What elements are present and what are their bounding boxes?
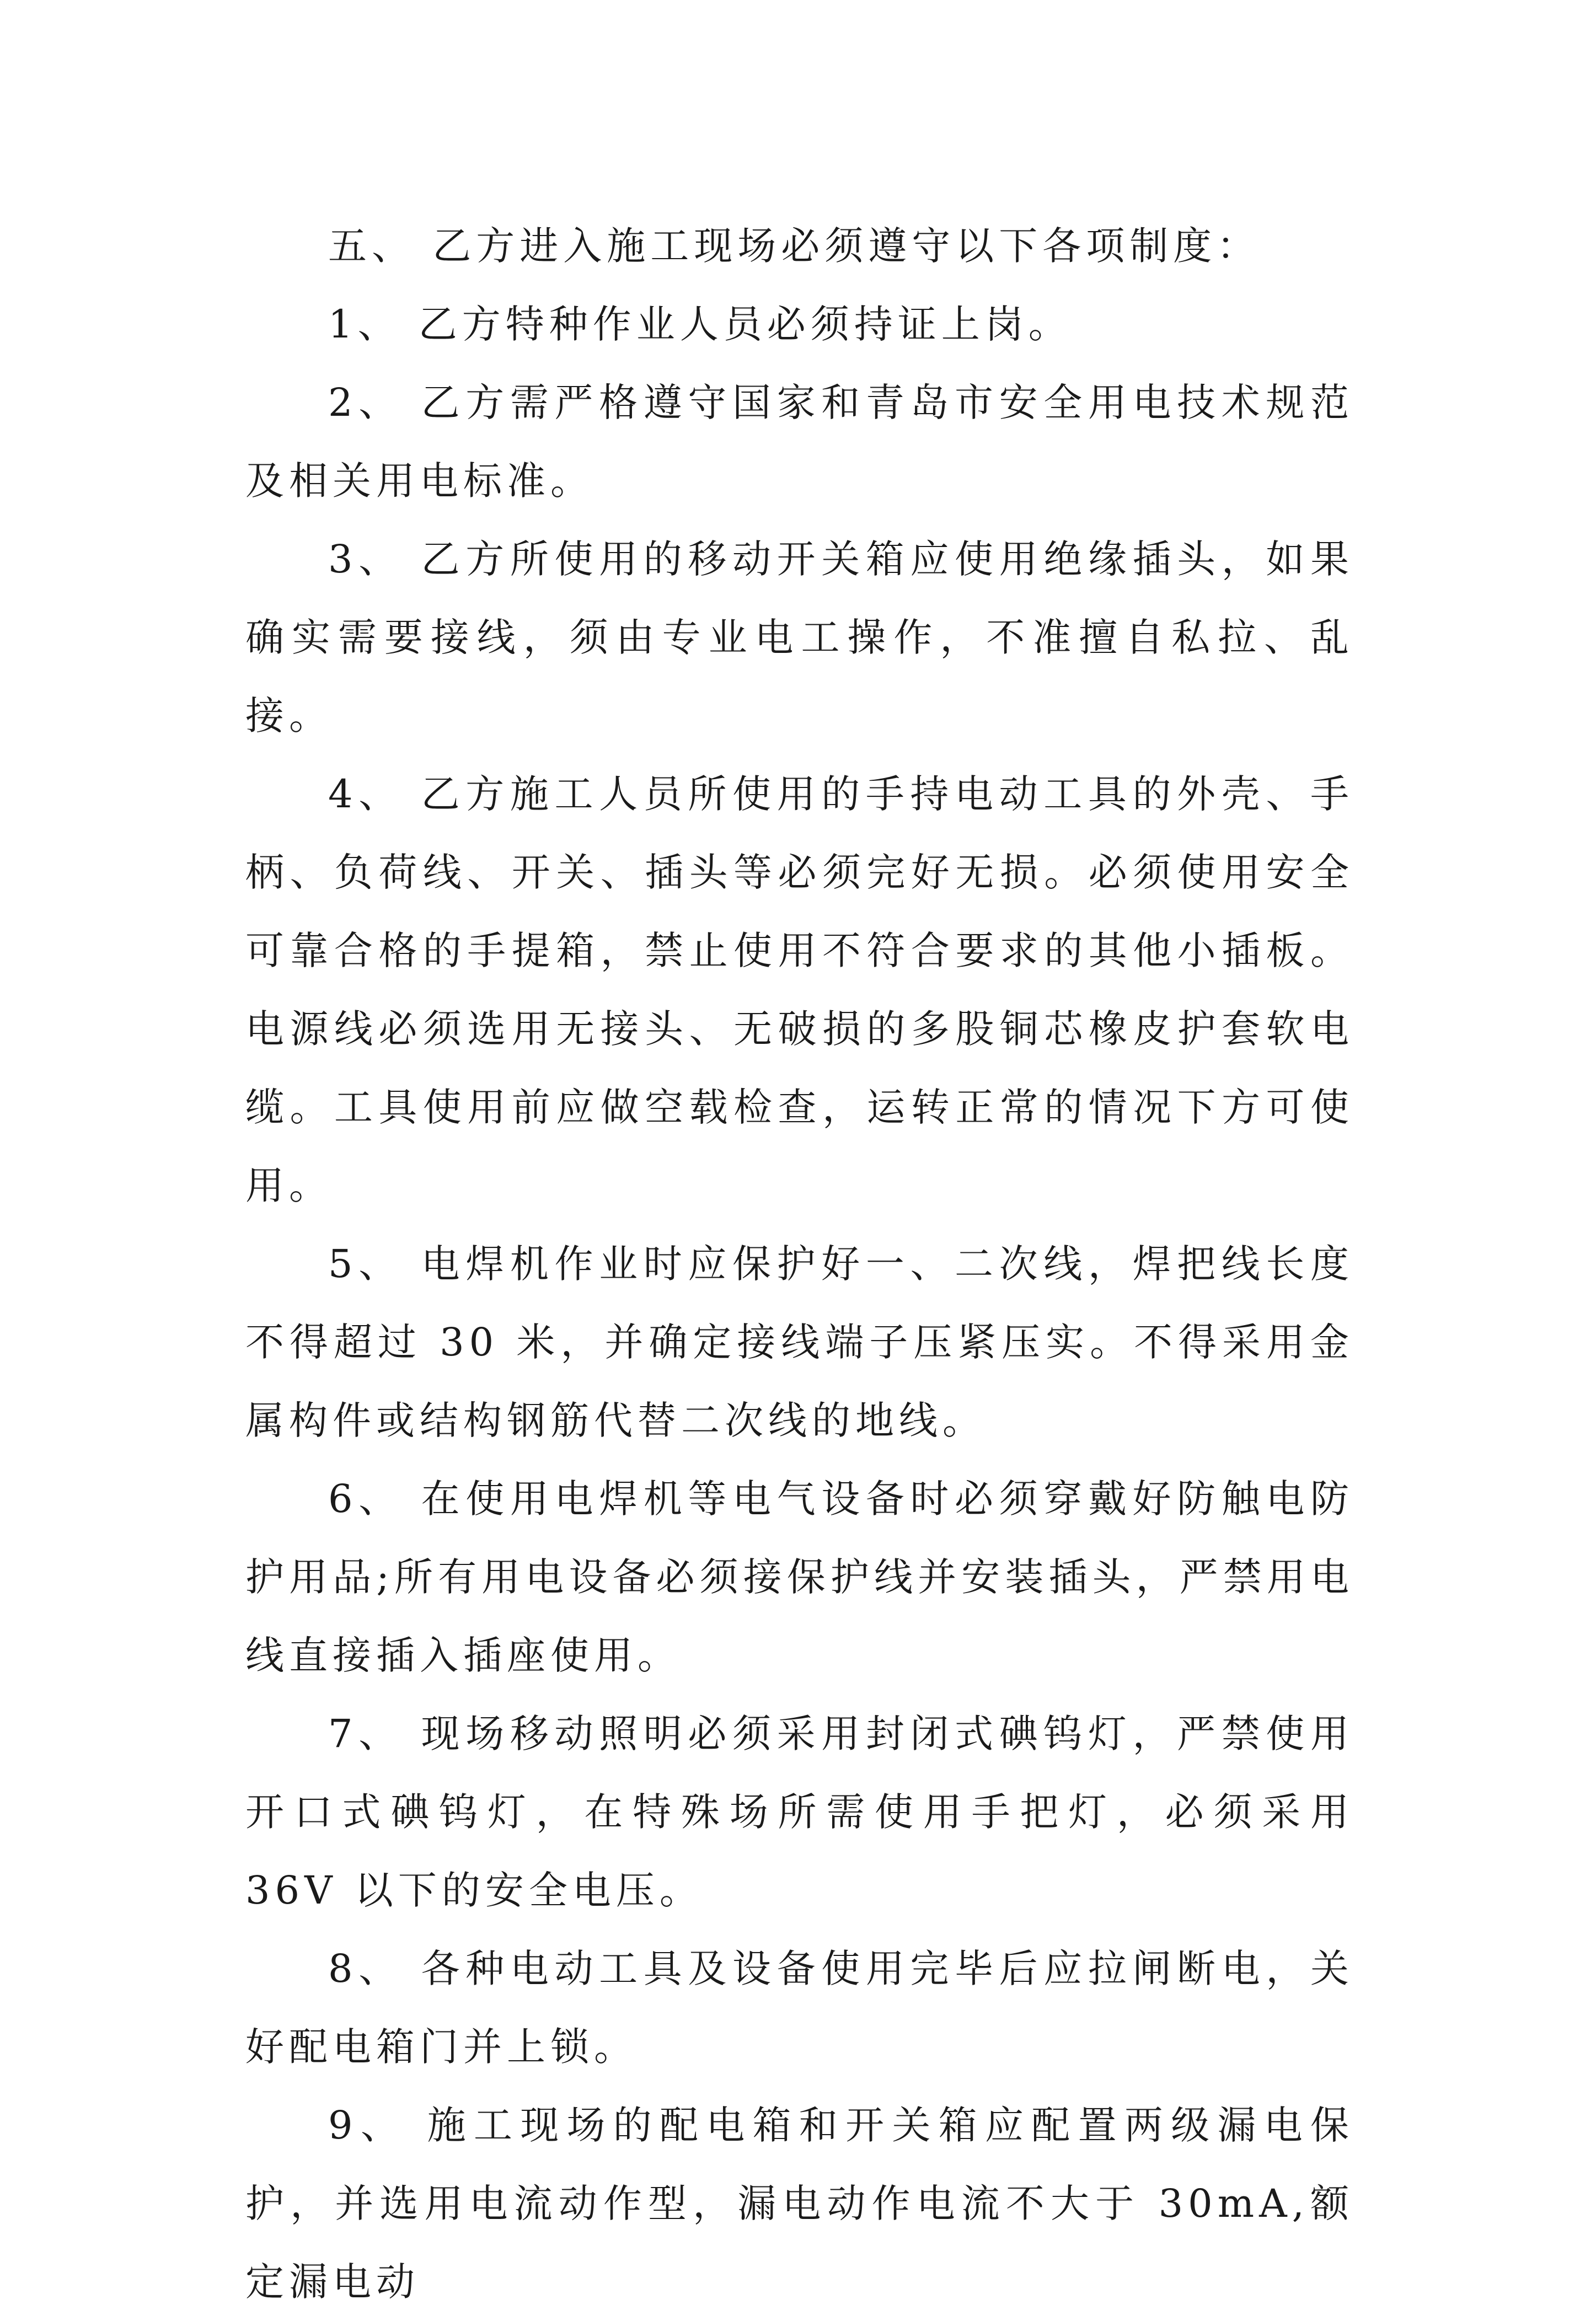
paragraph-item-7: 7、 现场移动照明必须采用封闭式碘钨灯，严禁使用开口式碘钨灯，在特殊场所需使用手把灯，必须采用 36V 以下的安全电压。 — [245, 1711, 1354, 1913]
paragraph-item-3: 3、 乙方所使用的移动开关箱应使用绝缘插头，如果确实需要接线，须由专业电工操作，不准擅自私拉、乱接。 — [245, 537, 1354, 738]
document-body — [245, 207, 1354, 2321]
section-heading: 五、 乙方进入施工现场必须遵守以下各项制度： — [328, 223, 1261, 269]
paragraph-item-8: 8、 各种电动工具及设备使用完毕后应拉闸断电，关好配电箱门并上锁。 — [245, 1946, 1354, 2070]
paragraph-item-1: 1、 乙方特种作业人员必须持证上岗。 — [328, 302, 1072, 347]
paragraph-item-5: 5、 电焊机作业时应保护好一、二次线，焊把线长度不得超过 30 米，并确定接线端子压紧压实。不得采用金属构件或结构钢筋代替二次线的地线。 — [245, 1241, 1354, 1443]
paragraph-item-6: 6、 在使用电焊机等电气设备时必须穿戴好防触电防护用品;所有用电设备必须接保护线并安装插头，严禁用电线直接插入插座使用。 — [245, 1476, 1354, 1678]
paragraph-item-4: 4、 乙方施工人员所使用的手持电动工具的外壳、手柄、负荷线、开关、插头等必须完好无损。必须使用安全可靠合格的手提箱，禁止使用不符合要求的其他小插板。电源线必须选用无接头、无破损的多股铜芯橡皮护套软电缆。工具使用前应做空载检查，运转正常的情况下方可使用。 — [245, 771, 1354, 1208]
paragraph-item-9: 9、 施工现场的配电箱和开关箱应配置两级漏电保护，并选用电流动作型，漏电动作电流不大于 30mA,额定漏电动 — [245, 2103, 1354, 2304]
paragraph-item-2: 2、 乙方需严格遵守国家和青岛市安全用电技术规范及相关用电标准。 — [245, 380, 1354, 503]
